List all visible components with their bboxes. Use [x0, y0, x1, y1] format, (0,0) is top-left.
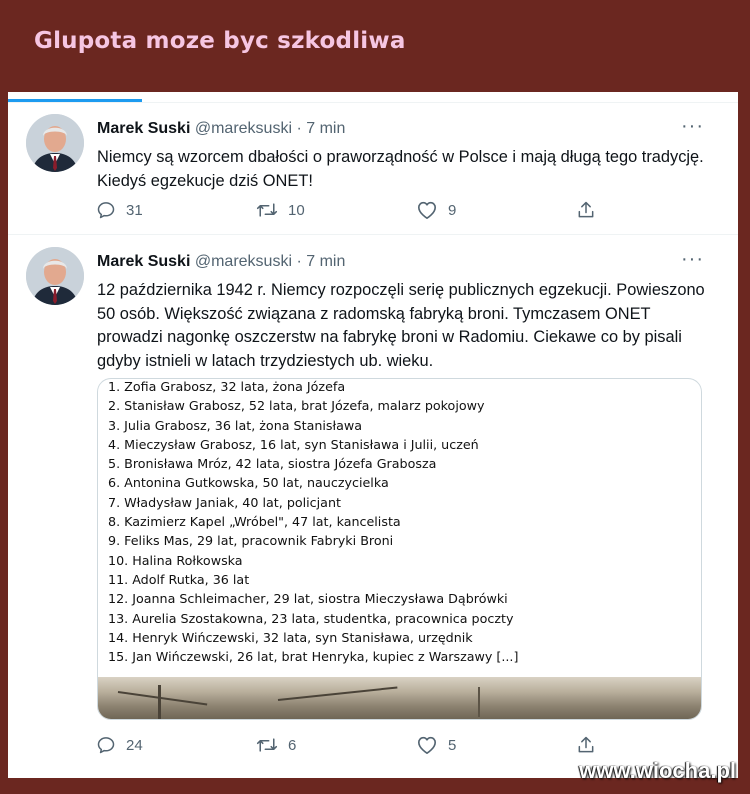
tweet-actions	[96, 735, 738, 759]
reply-icon	[96, 200, 116, 220]
reply-button[interactable]	[96, 200, 143, 220]
share-button[interactable]	[576, 735, 596, 755]
avatar-portrait-icon	[26, 247, 84, 305]
more-options-button[interactable]: ···	[681, 248, 704, 270]
tweet-header	[97, 253, 345, 271]
avatar[interactable]	[26, 247, 84, 305]
list-item: 12. Joanna Schleimacher, 29 lat, siostra Mieczysława Dąbrówki	[108, 591, 508, 607]
retweet-button[interactable]	[256, 200, 305, 220]
victims-list	[108, 378, 518, 666]
separator: ·	[296, 120, 302, 137]
timestamp[interactable]: 7 min	[306, 253, 346, 270]
author-handle[interactable]: @mareksuski	[194, 253, 292, 270]
photo-detail	[118, 691, 207, 706]
retweet-icon	[256, 735, 278, 755]
list-item: 10. Halina Rołkowska	[108, 552, 243, 568]
tweet[interactable]	[8, 235, 738, 778]
retweet-count: 6	[288, 736, 297, 754]
like-count: 5	[448, 736, 457, 754]
list-item: 13. Aurelia Szostakowna, 23 lata, studentka, pracownica poczty	[108, 610, 514, 626]
photo-detail	[478, 687, 480, 717]
list-item: 6. Antonina Gutkowska, 50 lat, nauczycielka	[108, 475, 389, 491]
author-handle[interactable]: @mareksuski	[194, 120, 292, 137]
separator: ·	[296, 253, 302, 270]
retweet-button[interactable]	[256, 735, 296, 755]
retweet-icon	[256, 200, 278, 220]
share-button[interactable]	[576, 200, 596, 220]
list-item: 3. Julia Grabosz, 36 lat, żona Stanisława	[108, 417, 363, 433]
tweet[interactable]	[8, 102, 738, 235]
share-icon	[576, 735, 596, 755]
photo-detail	[158, 685, 161, 719]
list-item: 7. Władysław Janiak, 40 lat, policjant	[108, 494, 341, 510]
author-name[interactable]: Marek Suski	[97, 120, 191, 137]
list-item: 11. Adolf Rutka, 36 lat	[108, 571, 250, 587]
list-item: 8. Kazimierz Kapel „Wróbel", 47 lat, kancelista	[108, 514, 401, 530]
more-options-button[interactable]: ···	[681, 115, 704, 137]
list-item: 1. Zofia Grabosz, 32 lata, żona Józefa	[108, 379, 346, 394]
reply-button[interactable]	[96, 735, 143, 755]
list-item: 4. Mieczysław Grabosz, 16 lat, syn Stanisława i Julii, uczeń	[108, 436, 479, 452]
author-name[interactable]: Marek Suski	[97, 253, 191, 270]
tweet-actions	[96, 200, 738, 224]
list-item: 15. Jan Wińczewski, 26 lat, brat Henryka, kupiec z Warszawy [...]	[108, 649, 519, 665]
tweet-header	[97, 120, 345, 138]
site-watermark: www.wiocha.pl	[579, 758, 736, 783]
like-button[interactable]	[416, 200, 456, 220]
avatar[interactable]	[26, 114, 84, 172]
like-icon	[416, 200, 438, 220]
historical-photo	[98, 677, 701, 719]
list-item: 5. Bronisława Mróz, 42 lata, siostra Józefa Grabosza	[108, 456, 437, 472]
timestamp[interactable]: 7 min	[306, 120, 346, 137]
tweet-text: 12 października 1942 r. Niemcy rozpoczęli serię publicznych egzekucji. Powieszono 50 osób. Większość związana z radomską fabryką broni. Tymczasem ONET prowadzi nagonkę oszczerstw na fabrykę broni w Radomiu. Ciekawe co by pisali gdyby istnieli w latach trzydziestych ub. wieku.	[97, 281, 705, 370]
list-item: 14. Henryk Wińczewski, 32 lata, syn Stanisława, urzędnik	[108, 629, 473, 645]
tweet-media-image[interactable]	[97, 378, 702, 720]
tweet-text: Niemcy są wzorcem dbałości o praworządność w Polsce i mają długą tego tradycję. Kiedyś egzekucje dziś ONET!	[97, 148, 704, 190]
avatar-portrait-icon	[26, 114, 84, 172]
retweet-count: 10	[288, 201, 305, 219]
reply-count: 24	[126, 736, 143, 754]
list-item: 2. Stanisław Grabosz, 52 lata, brat Józefa, malarz pokojowy	[108, 398, 485, 414]
like-icon	[416, 735, 438, 755]
reply-icon	[96, 735, 116, 755]
reply-count: 31	[126, 201, 143, 219]
like-count: 9	[448, 201, 457, 219]
photo-detail	[278, 686, 398, 701]
tweet-timeline	[8, 92, 738, 778]
share-icon	[576, 200, 596, 220]
like-button[interactable]	[416, 735, 456, 755]
page-title: Glupota moze byc szkodliwa	[34, 28, 406, 54]
list-item: 9. Feliks Mas, 29 lat, pracownik Fabryki Broni	[108, 533, 394, 549]
